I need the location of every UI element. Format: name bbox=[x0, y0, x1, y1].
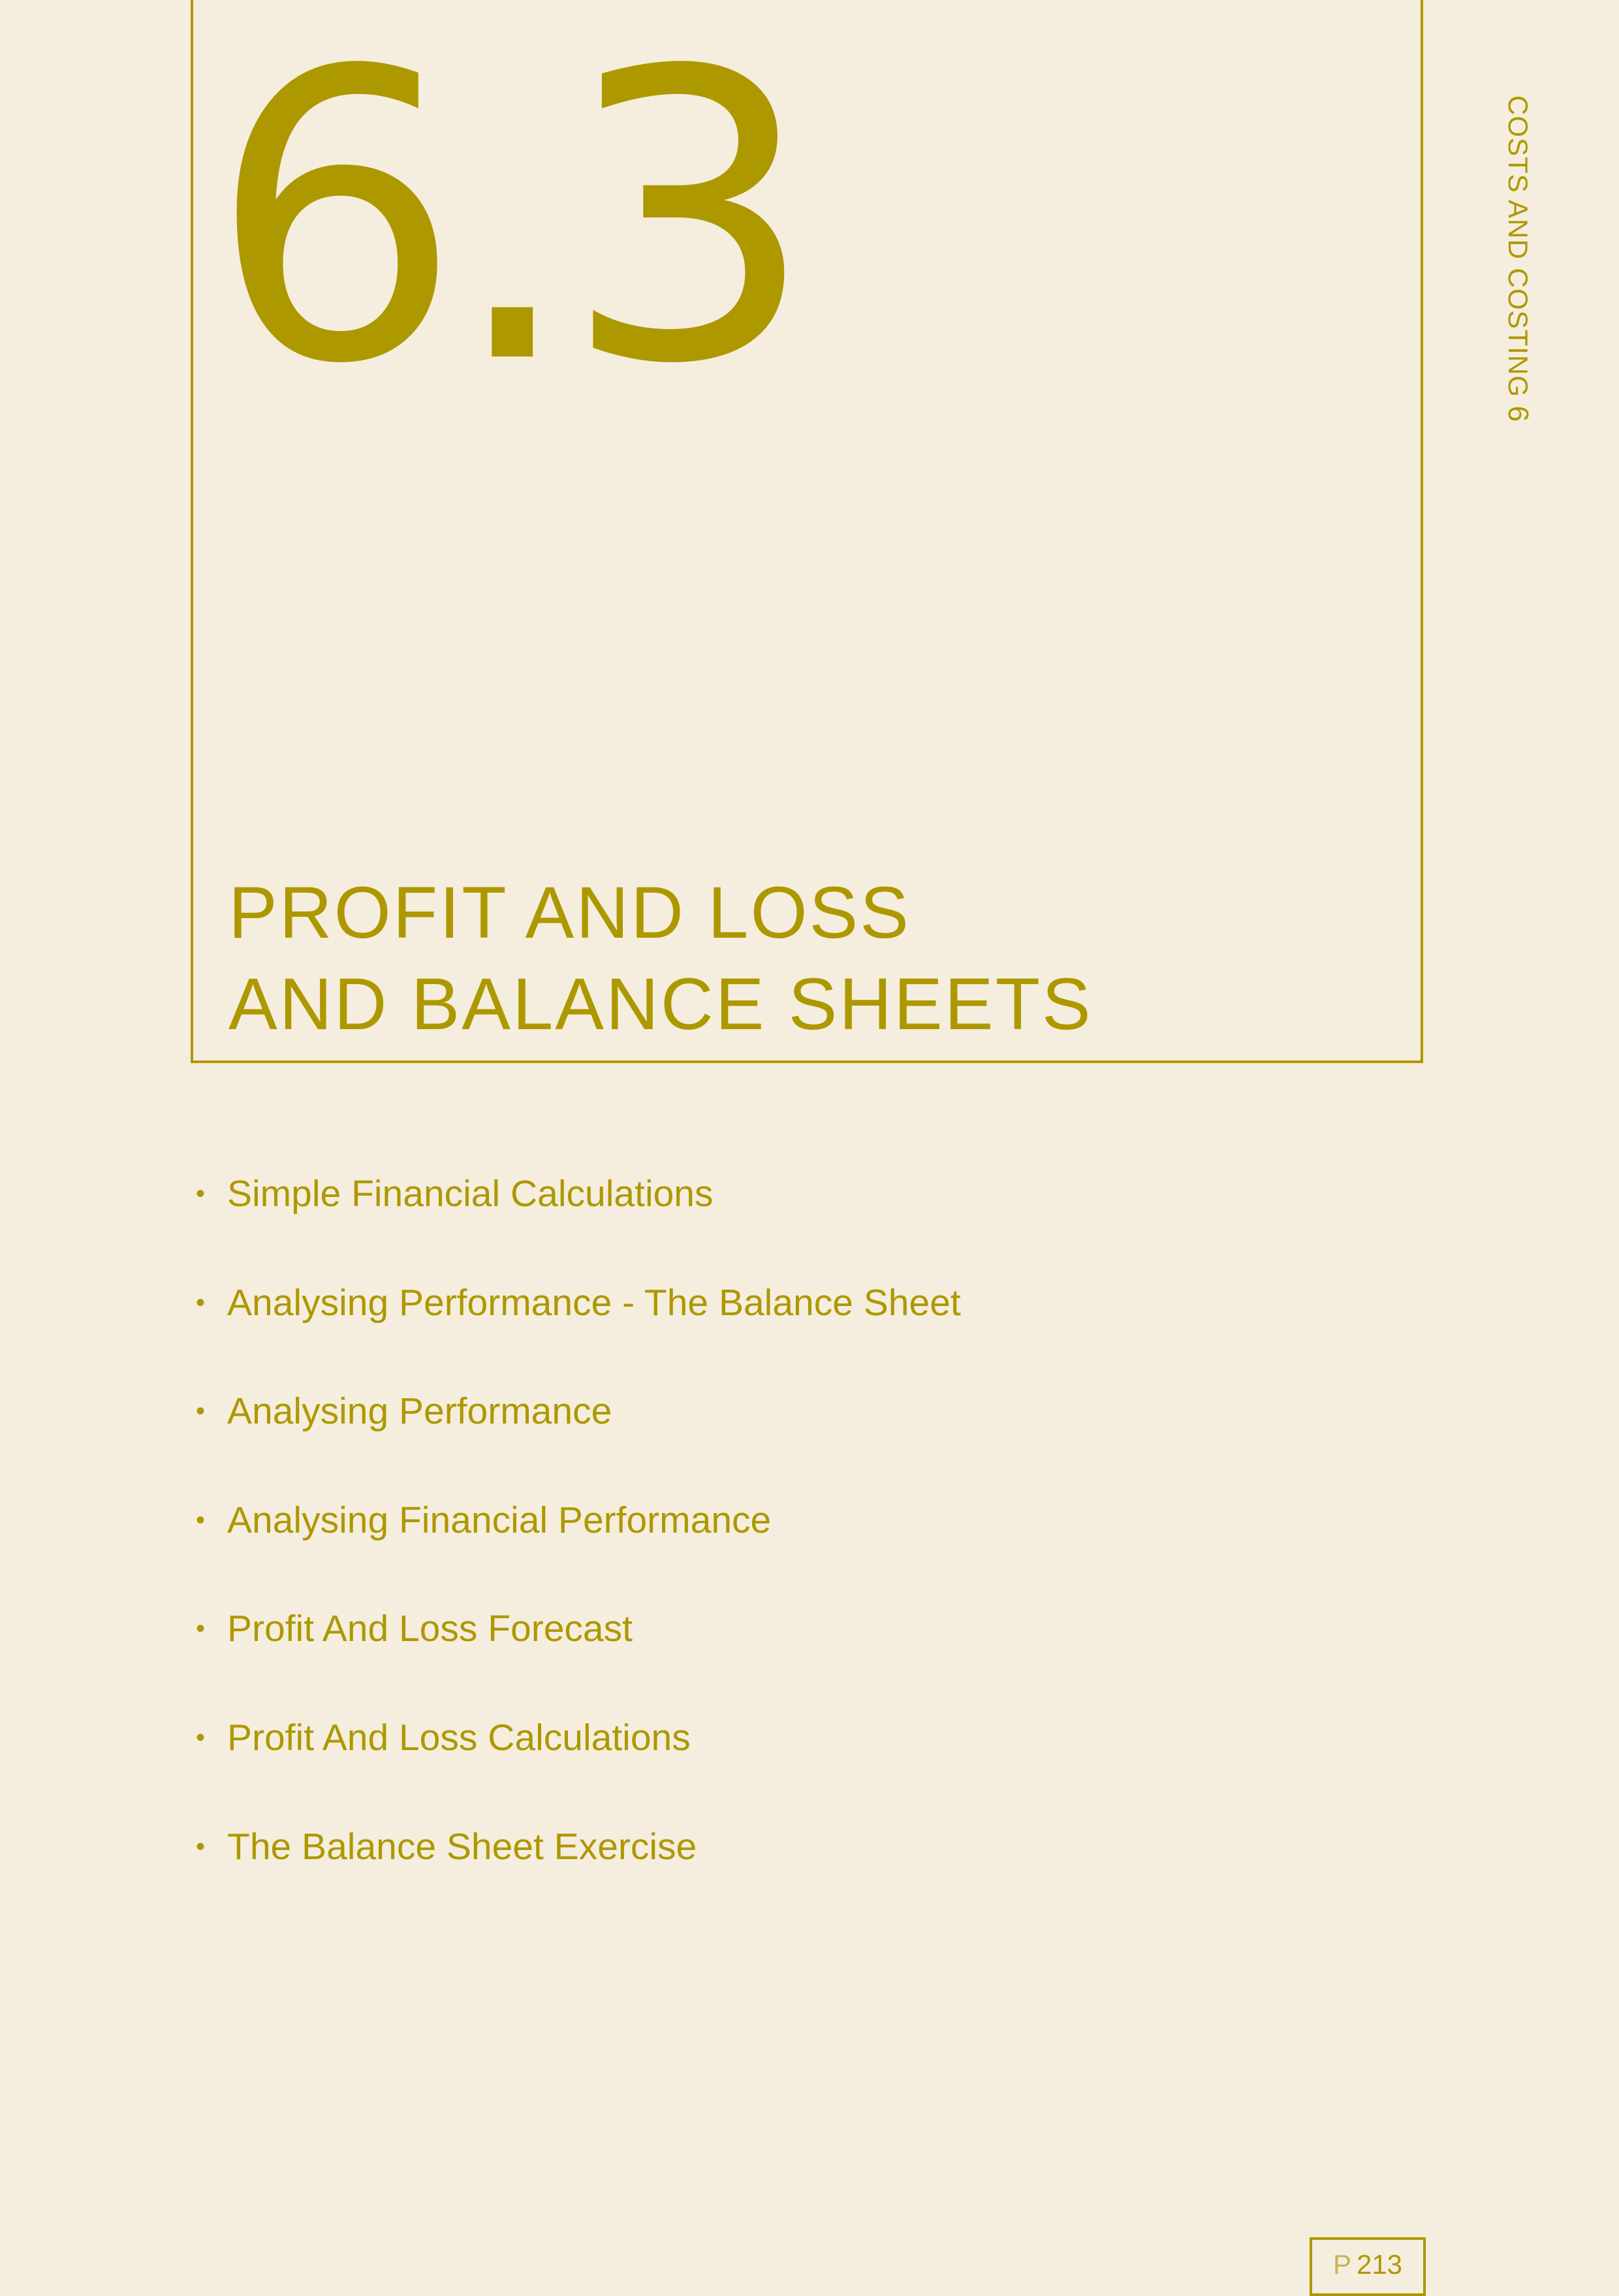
topic-label: The Balance Sheet Exercise bbox=[227, 1825, 697, 1868]
topic-label: Analysing Financial Performance bbox=[227, 1499, 772, 1541]
section-title-line-2: AND BALANCE SHEETS bbox=[228, 963, 1093, 1045]
topic-label: Profit And Loss Calculations bbox=[227, 1716, 691, 1759]
bullet-icon: • bbox=[196, 1179, 206, 1208]
running-header-chapter-number: 6 bbox=[1502, 406, 1534, 423]
topic-label: Simple Financial Calculations bbox=[227, 1173, 714, 1215]
page-number-box bbox=[1310, 2237, 1426, 2296]
bullet-icon: • bbox=[196, 1614, 206, 1644]
topic-label: Profit And Loss Forecast bbox=[227, 1608, 633, 1650]
topic-label: Analysing Performance bbox=[227, 1390, 612, 1433]
bullet-icon: • bbox=[196, 1723, 206, 1752]
section-title bbox=[228, 867, 1093, 1050]
running-header bbox=[1501, 95, 1534, 423]
page-prefix: P bbox=[1332, 2249, 1351, 2280]
running-header-label: COSTS AND COSTING bbox=[1503, 95, 1533, 398]
page-number: 213 bbox=[1356, 2249, 1403, 2280]
bullet-icon: • bbox=[196, 1832, 206, 1861]
bullet-icon: • bbox=[196, 1288, 206, 1317]
topic-label: Analysing Performance - The Balance Sheet bbox=[227, 1281, 961, 1324]
bullet-icon: • bbox=[196, 1505, 206, 1535]
bullet-icon: • bbox=[196, 1397, 206, 1426]
section-title-line-1: PROFIT AND LOSS bbox=[228, 872, 911, 953]
chapter-number: 6.3 bbox=[209, 0, 804, 451]
